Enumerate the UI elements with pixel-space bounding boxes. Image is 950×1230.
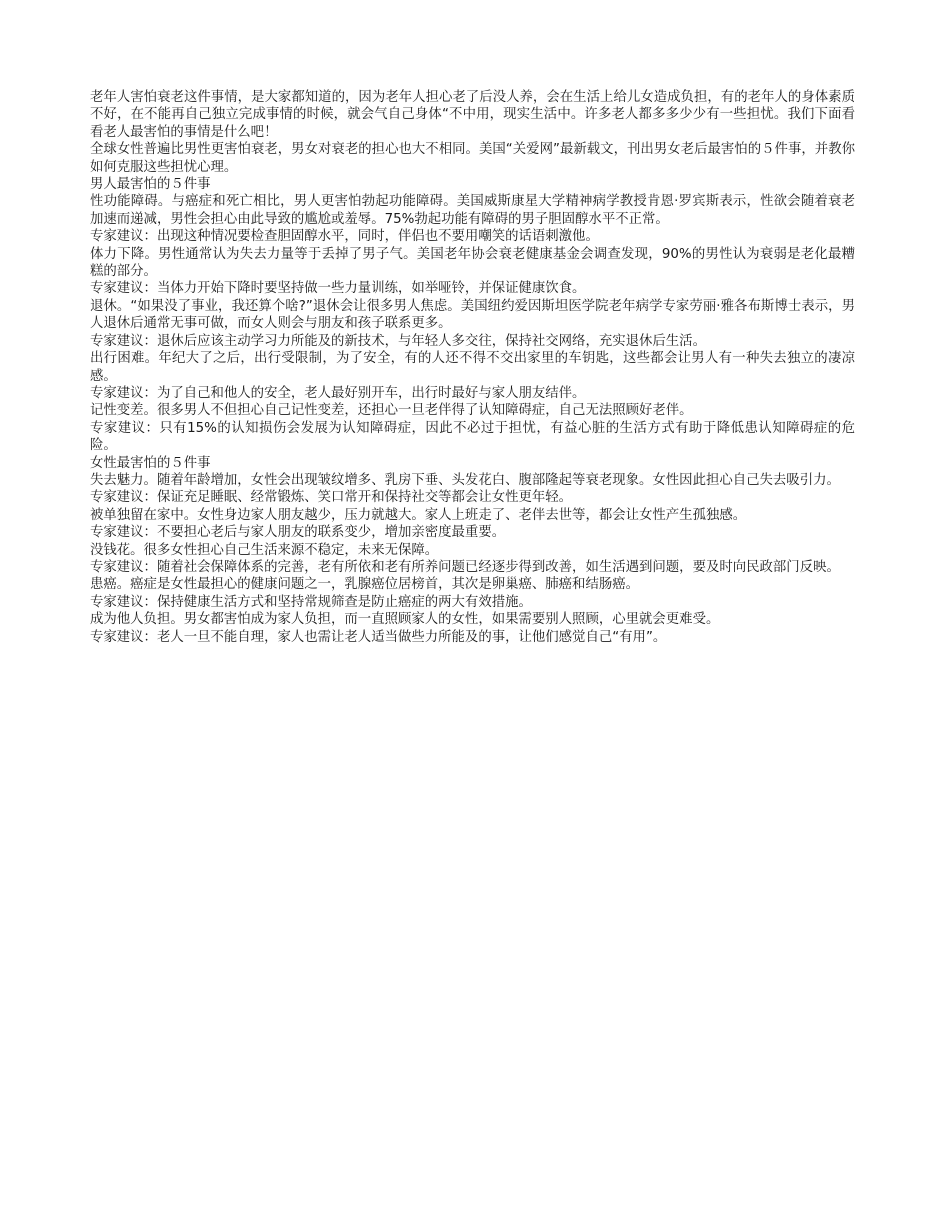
section-heading-men: 男人最害怕的５件事 bbox=[90, 177, 211, 193]
women-advice-3: 专家建议：随着社会保障体系的完善，老有所依和老有所养问题已经逐步得到改善，如生活遇到问题，要及时向民政部门反映。 bbox=[90, 559, 840, 575]
women-fear-5: 成为他人负担。男女都害怕成为家人负担，而一直照顾家人的女性，如果需要别人照顾，心里就会更难受。 bbox=[90, 612, 720, 628]
men-fear-4: 出行困难。年纪大了之后，出行受限制，为了安全，有的人还不得不交出家里的车钥匙，这些都会让男人有一种失去独立的凄凉感。 bbox=[90, 351, 855, 384]
men-fear-5: 记性变差。很多男人不但担心自己记性变差，还担心一旦老伴得了认知障碍症，自己无法照顾好老伴。 bbox=[90, 403, 693, 419]
men-advice-2: 专家建议：当体力开始下降时要坚持做一些力量训练，如举哑铃，并保证健康饮食。 bbox=[90, 281, 586, 297]
women-advice-2: 专家建议：不要担心老后与家人朋友的联系变少，增加亲密度最重要。 bbox=[90, 525, 506, 541]
women-fear-4: 患癌。癌症是女性最担心的健康问题之一，乳腺癌位居榜首，其次是卵巢癌、肺癌和结肠癌。 bbox=[90, 577, 640, 593]
section-heading-women: 女性最害怕的５件事 bbox=[90, 455, 211, 471]
men-fear-3: 退休。“如果没了事业，我还算个啥?”退休会让很多男人焦虑。美国纽约爱因斯坦医学院老年病学专家劳丽·雅各布斯博士表示，男人退休后通常无事可做，而女人则会与朋友和孩子联系更多。 bbox=[90, 298, 855, 332]
men-advice-5: 专家建议：只有15%的认知损伤会发展为认知障碍症，因此不必过于担忧，有益心脏的生活方式有助于降低患认知障碍症的危险。 bbox=[90, 420, 855, 454]
women-advice-4: 专家建议：保持健康生活方式和坚持常规筛查是防止癌症的两大有效措施。 bbox=[90, 594, 532, 610]
women-advice-1: 专家建议：保证充足睡眠、经常锻炼、笑口常开和保持社交等都会让女性更年轻。 bbox=[90, 490, 573, 506]
men-advice-3: 专家建议：退休后应该主动学习力所能及的新技术，与年轻人多交往，保持社交网络，充实退休后生活。 bbox=[90, 333, 706, 349]
men-fear-1: 性功能障碍。与癌症和死亡相比，男人更害怕勃起功能障碍。美国威斯康星大学精神病学教授肯恩·罗宾斯表示，性欲会随着衰老加速而递减，男性会担心由此导致的尴尬或羞辱。75%勃起功能有障碍的男子胆固醇水平不正常。 bbox=[90, 194, 855, 227]
intro-paragraph-2: 全球女性普遍比男性更害怕衰老，男女对衰老的担心也大不相同。美国“关爱网”最新载文，刊出男女老后最害怕的５件事，并教你如何克服这些担忧心理。 bbox=[90, 142, 855, 175]
intro-paragraph: 老年人害怕衰老这件事情，是大家都知道的，因为老年人担心老了后没人养，会在生活上给儿女造成负担，有的老年人的身体素质不好，在不能再自己独立完成事情的时候，就会气自己身体“不中用，现实生活中。许多老人都多多少少有一些担忧。我们下面看看老人最害怕的事情是什么吧！ bbox=[90, 90, 855, 140]
women-fear-3: 没钱花。很多女性担心自己生活来源不稳定，未来无保障。 bbox=[90, 542, 439, 558]
article-body bbox=[90, 89, 855, 646]
women-advice-5: 专家建议：老人一旦不能自理，家人也需让老人适当做些力所能及的事，让他们感觉自己“有用”。 bbox=[90, 629, 667, 645]
men-fear-2: 体力下降。男性通常认为失去力量等于丢掉了男子气。美国老年协会衰老健康基金会调查发现，90%的男性认为衰弱是老化最糟糕的部分。 bbox=[90, 246, 855, 280]
women-fear-2: 被单独留在家中。女性身边家人朋友越少，压力就越大。家人上班走了、老伴去世等，都会让女性产生孤独感。 bbox=[90, 507, 747, 523]
women-fear-1: 失去魅力。随着年龄增加，女性会出现皱纹增多、乳房下垂、头发花白、腹部隆起等衰老现象。女性因此担心自己失去吸引力。 bbox=[90, 472, 840, 488]
men-advice-1: 专家建议：出现这种情况要检查胆固醇水平，同时，伴侣也不要用嘲笑的话语刺激他。 bbox=[90, 229, 599, 245]
men-advice-4: 专家建议：为了自己和他人的安全，老人最好别开车，出行时最好与家人朋友结伴。 bbox=[90, 385, 586, 401]
